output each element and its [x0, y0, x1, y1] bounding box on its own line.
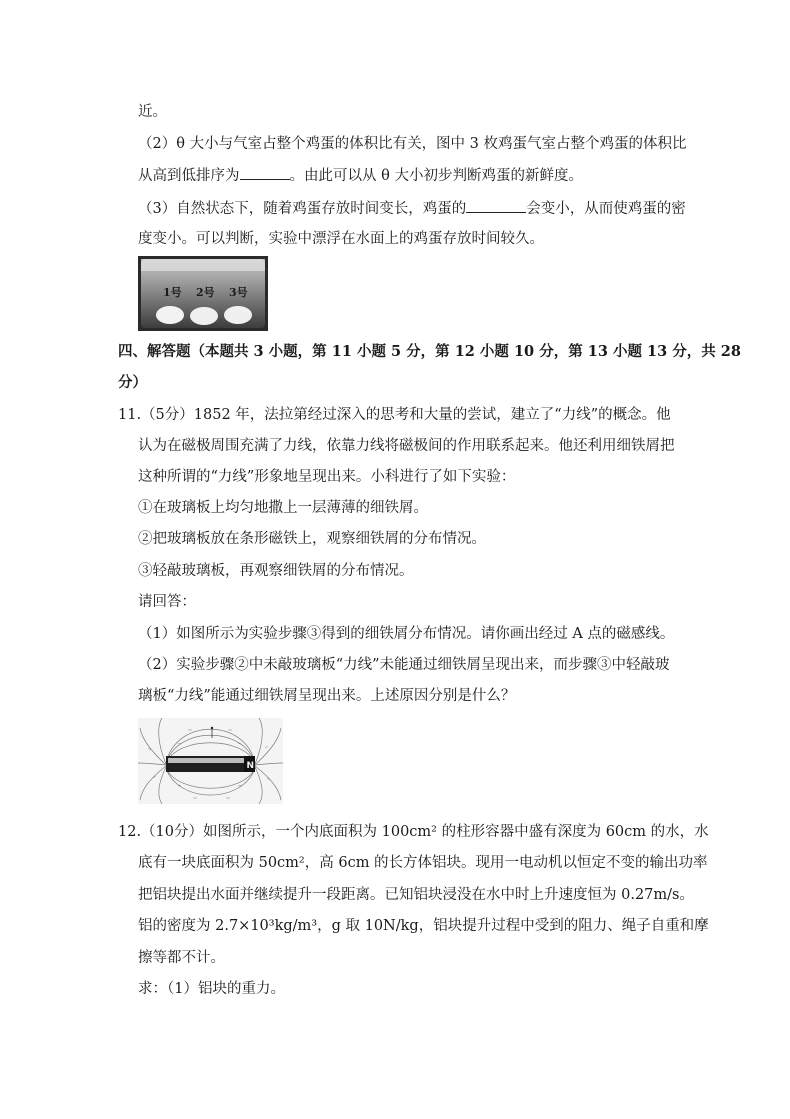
answer-blank-2[interactable] — [466, 197, 526, 213]
q12-line-5: 擦等都不计。 — [138, 950, 225, 966]
egg-photo — [138, 256, 268, 331]
q10-line-b2-post: 。由此可以从 θ 大小初步判断鸡蛋的新鲜度。 — [289, 168, 583, 184]
q11-sub-1: （1）如图所示为实验步骤③得到的细铁屑分布情况。请你画出经过 A 点的磁感线。 — [138, 626, 675, 642]
q10-line-b1: （2）θ 大小与气室占整个鸡蛋的体积比有关，图中 3 枚鸡蛋气室占整个鸡蛋的体积比 — [138, 136, 687, 152]
q11-step-2: ②把玻璃板放在条形磁铁上，观察细铁屑的分布情况。 — [138, 531, 486, 547]
section-4-heading-line2: 分） — [118, 374, 147, 391]
egg-label-2: 2号 — [196, 286, 215, 299]
q10-line-b2 — [138, 164, 583, 186]
q10-line-a: 近。 — [138, 104, 167, 120]
q11-step-3: ③轻敲玻璃板，再观察细铁屑的分布情况。 — [138, 563, 414, 579]
answer-blank-1[interactable] — [240, 164, 290, 180]
q11-sub-2-line-1: （2）实验步骤②中未敲玻璃板“力线”未能通过细铁屑呈现出来，而步骤③中轻敲玻 — [138, 657, 670, 673]
q12-line-4: 铝的密度为 2.7×10³kg/m³，g 取 10N/kg，铝块提升过程中受到的阻力、绳子自重和摩 — [138, 918, 709, 934]
q11-please-answer: 请回答： — [138, 594, 196, 610]
egg-label-1: 1号 — [163, 286, 182, 299]
q10-line-c1 — [138, 197, 686, 219]
q11-line-3: 这种所谓的“力线”形象地呈现出来。小科进行了如下实验： — [138, 469, 516, 485]
q11-line-2: 认为在磁极周围充满了力线，依靠力线将磁极间的作用联系起来。他还利用细铁屑把 — [138, 438, 675, 454]
q10-line-c1-post: 会变小，从而使鸡蛋的密 — [526, 201, 686, 217]
q11-sub-2-line-2: 璃板“力线”能通过细铁屑呈现出来。上述原因分别是什么？ — [138, 688, 516, 704]
q12-ask-1: 求：（1）铝块的重力。 — [138, 981, 285, 997]
q11-step-1: ①在玻璃板上均匀地撒上一层薄薄的细铁屑。 — [138, 500, 428, 516]
magnet-filings-photo — [138, 718, 283, 804]
point-a-marker — [211, 727, 213, 729]
q12-line-2: 底有一块底面积为 50cm²，高 6cm 的长方体铝块。现用一电动机以恒定不变的输出功率 — [138, 855, 708, 871]
q12-line-3: 把铝块提出水面并继续提升一段距离。已知铝块浸没在水中时上升速度恒为 0.27m/s。 — [138, 887, 694, 903]
magnet-n-pole-label: N — [246, 761, 255, 771]
q11-line-1: 11.（5分）1852 年，法拉第经过深入的思考和大量的尝试，建立了“力线”的概念。他 — [118, 407, 671, 423]
q10-line-c2: 度变小。可以判断，实验中漂浮在水面上的鸡蛋存放时间较久。 — [138, 231, 544, 247]
q10-line-b2-pre: 从高到低排序为 — [138, 168, 240, 184]
q10-line-c1-pre: （3）自然状态下，随着鸡蛋存放时间变长，鸡蛋的 — [138, 201, 467, 217]
egg-label-3: 3号 — [229, 286, 248, 299]
section-4-heading-line1: 四、解答题（本题共 3 小题，第 11 小题 5 分，第 12 小题 10 分，第 13 小题 13 分，共 28 — [118, 343, 741, 360]
q12-line-1: 12.（10分）如图所示，一个内底面积为 100cm² 的柱形容器中盛有深度为 60cm 的水，水 — [118, 824, 709, 840]
